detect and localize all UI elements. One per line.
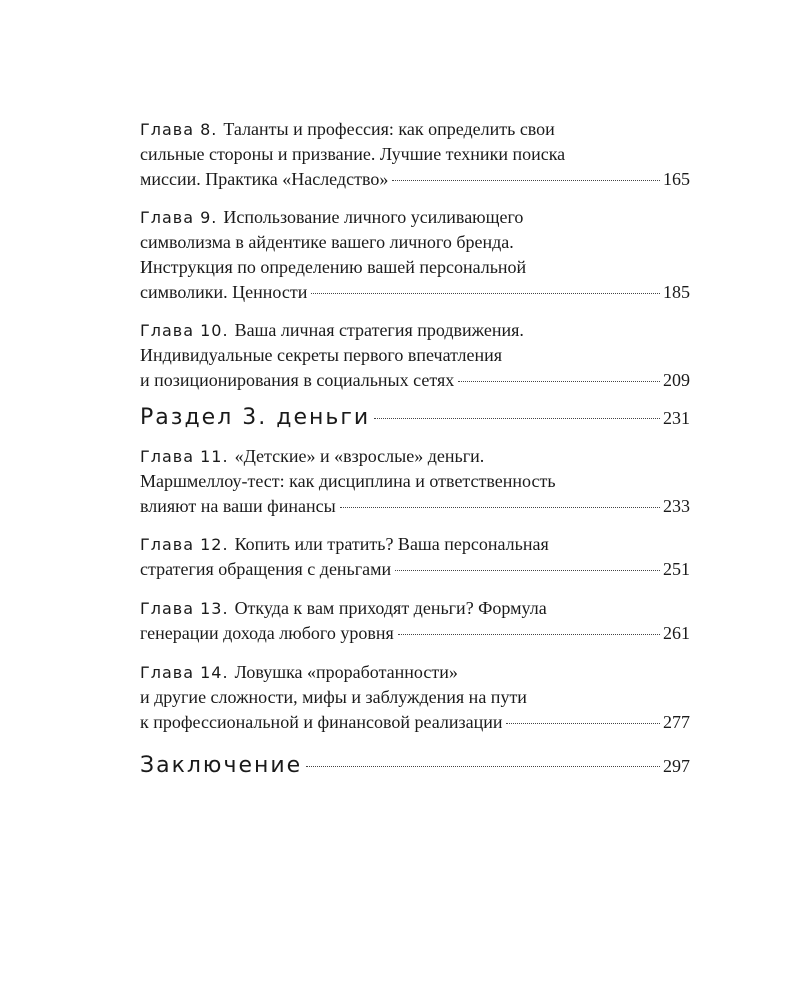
entry-title-line: Использование личного усиливающего (223, 207, 524, 227)
entry-title-line: Копить или тратить? Ваша персональная (234, 534, 549, 554)
entry-line (140, 255, 690, 280)
toc-entry-chapter-11[interactable] (140, 444, 690, 519)
chapter-label: Глава 8. (140, 120, 218, 139)
dot-leader (306, 766, 660, 767)
entry-title-line: «Детские» и «взрослые» деньги. (234, 446, 485, 466)
toc-entry-chapter-10[interactable] (140, 318, 690, 393)
page-number: 165 (663, 169, 690, 189)
entry-title-line: стратегия обращения с деньгами (140, 559, 392, 579)
toc-entry-chapter-14[interactable] (140, 660, 690, 735)
entry-title-line: Маршмеллоу-тест: как дисциплина и ответственность (140, 471, 556, 491)
entry-last-line (140, 557, 690, 582)
dot-leader (398, 634, 660, 635)
entry-title-line: миссии. Практика «Наследство» (140, 169, 389, 189)
dot-leader (395, 570, 660, 571)
entry-last-line (140, 621, 690, 646)
entry-title-line: генерации дохода любого уровня (140, 623, 394, 643)
entry-last-line (140, 494, 690, 519)
page-number: 231 (663, 408, 690, 428)
entry-title-line: и другие сложности, мифы и заблуждения на пути (140, 687, 527, 707)
chapter-label: Глава 14. (140, 663, 229, 682)
dot-leader (506, 723, 660, 724)
chapter-label: Глава 10. (140, 321, 229, 340)
entry-line (140, 343, 690, 368)
chapter-label: Глава 11. (140, 447, 229, 466)
entry-line (140, 142, 690, 167)
chapter-label: Глава 13. (140, 599, 229, 618)
section-title: Заключение (140, 753, 303, 778)
dot-leader (311, 293, 660, 294)
chapter-label: Глава 12. (140, 535, 229, 554)
entry-line (140, 685, 690, 710)
entry-line (140, 117, 690, 142)
table-of-contents (140, 117, 690, 778)
page-number: 209 (663, 370, 690, 390)
entry-title-line: символики. Ценности (140, 282, 308, 302)
page-number: 185 (663, 282, 690, 302)
entry-line (140, 230, 690, 255)
toc-entry-chapter-13[interactable] (140, 596, 690, 646)
entry-title-line: к профессиональной и финансовой реализации (140, 712, 503, 732)
chapter-label: Глава 9. (140, 208, 218, 227)
entry-last-line (140, 710, 690, 735)
page-number: 261 (663, 623, 690, 643)
dot-leader (458, 381, 660, 382)
dot-leader (340, 507, 660, 508)
toc-entry-chapter-9[interactable] (140, 205, 690, 305)
page-number: 251 (663, 559, 690, 579)
entry-title-line: Ловушка «проработанности» (234, 662, 458, 682)
entry-title-line: сильные стороны и призвание. Лучшие техники поиска (140, 144, 566, 164)
entry-title-line: и позиционирования в социальных сетях (140, 370, 455, 390)
entry-title-line: Откуда к вам приходят деньги? Формула (234, 598, 547, 618)
dot-leader (374, 418, 660, 419)
entry-line (140, 532, 690, 557)
entry-line (140, 660, 690, 685)
entry-last-line (140, 280, 690, 305)
entry-line (140, 318, 690, 343)
entry-title-line: Индивидуальные секреты первого впечатления (140, 345, 503, 365)
entry-last-line (140, 167, 690, 192)
entry-title-line: Инструкция по определению вашей персональной (140, 257, 527, 277)
dot-leader (392, 180, 660, 181)
section-title: Раздел 3. деньги (140, 405, 371, 430)
entry-title-line: Ваша личная стратегия продвижения. (234, 320, 524, 340)
page-number: 277 (663, 712, 690, 732)
entry-line (140, 596, 690, 621)
entry-line (140, 444, 690, 469)
toc-section-3[interactable] (140, 405, 690, 430)
toc-section-conclusion[interactable] (140, 753, 690, 778)
page-number: 297 (663, 756, 690, 776)
toc-entry-chapter-8[interactable] (140, 117, 690, 192)
entry-title-line: влияют на ваши финансы (140, 496, 336, 516)
entry-last-line (140, 368, 690, 393)
entry-line (140, 205, 690, 230)
entry-title-line: Таланты и профессия: как определить свои (223, 119, 555, 139)
page-number: 233 (663, 496, 690, 516)
entry-title-line: символизма в айдентике вашего личного бренда. (140, 232, 514, 252)
toc-entry-chapter-12[interactable] (140, 532, 690, 582)
entry-line (140, 469, 690, 494)
